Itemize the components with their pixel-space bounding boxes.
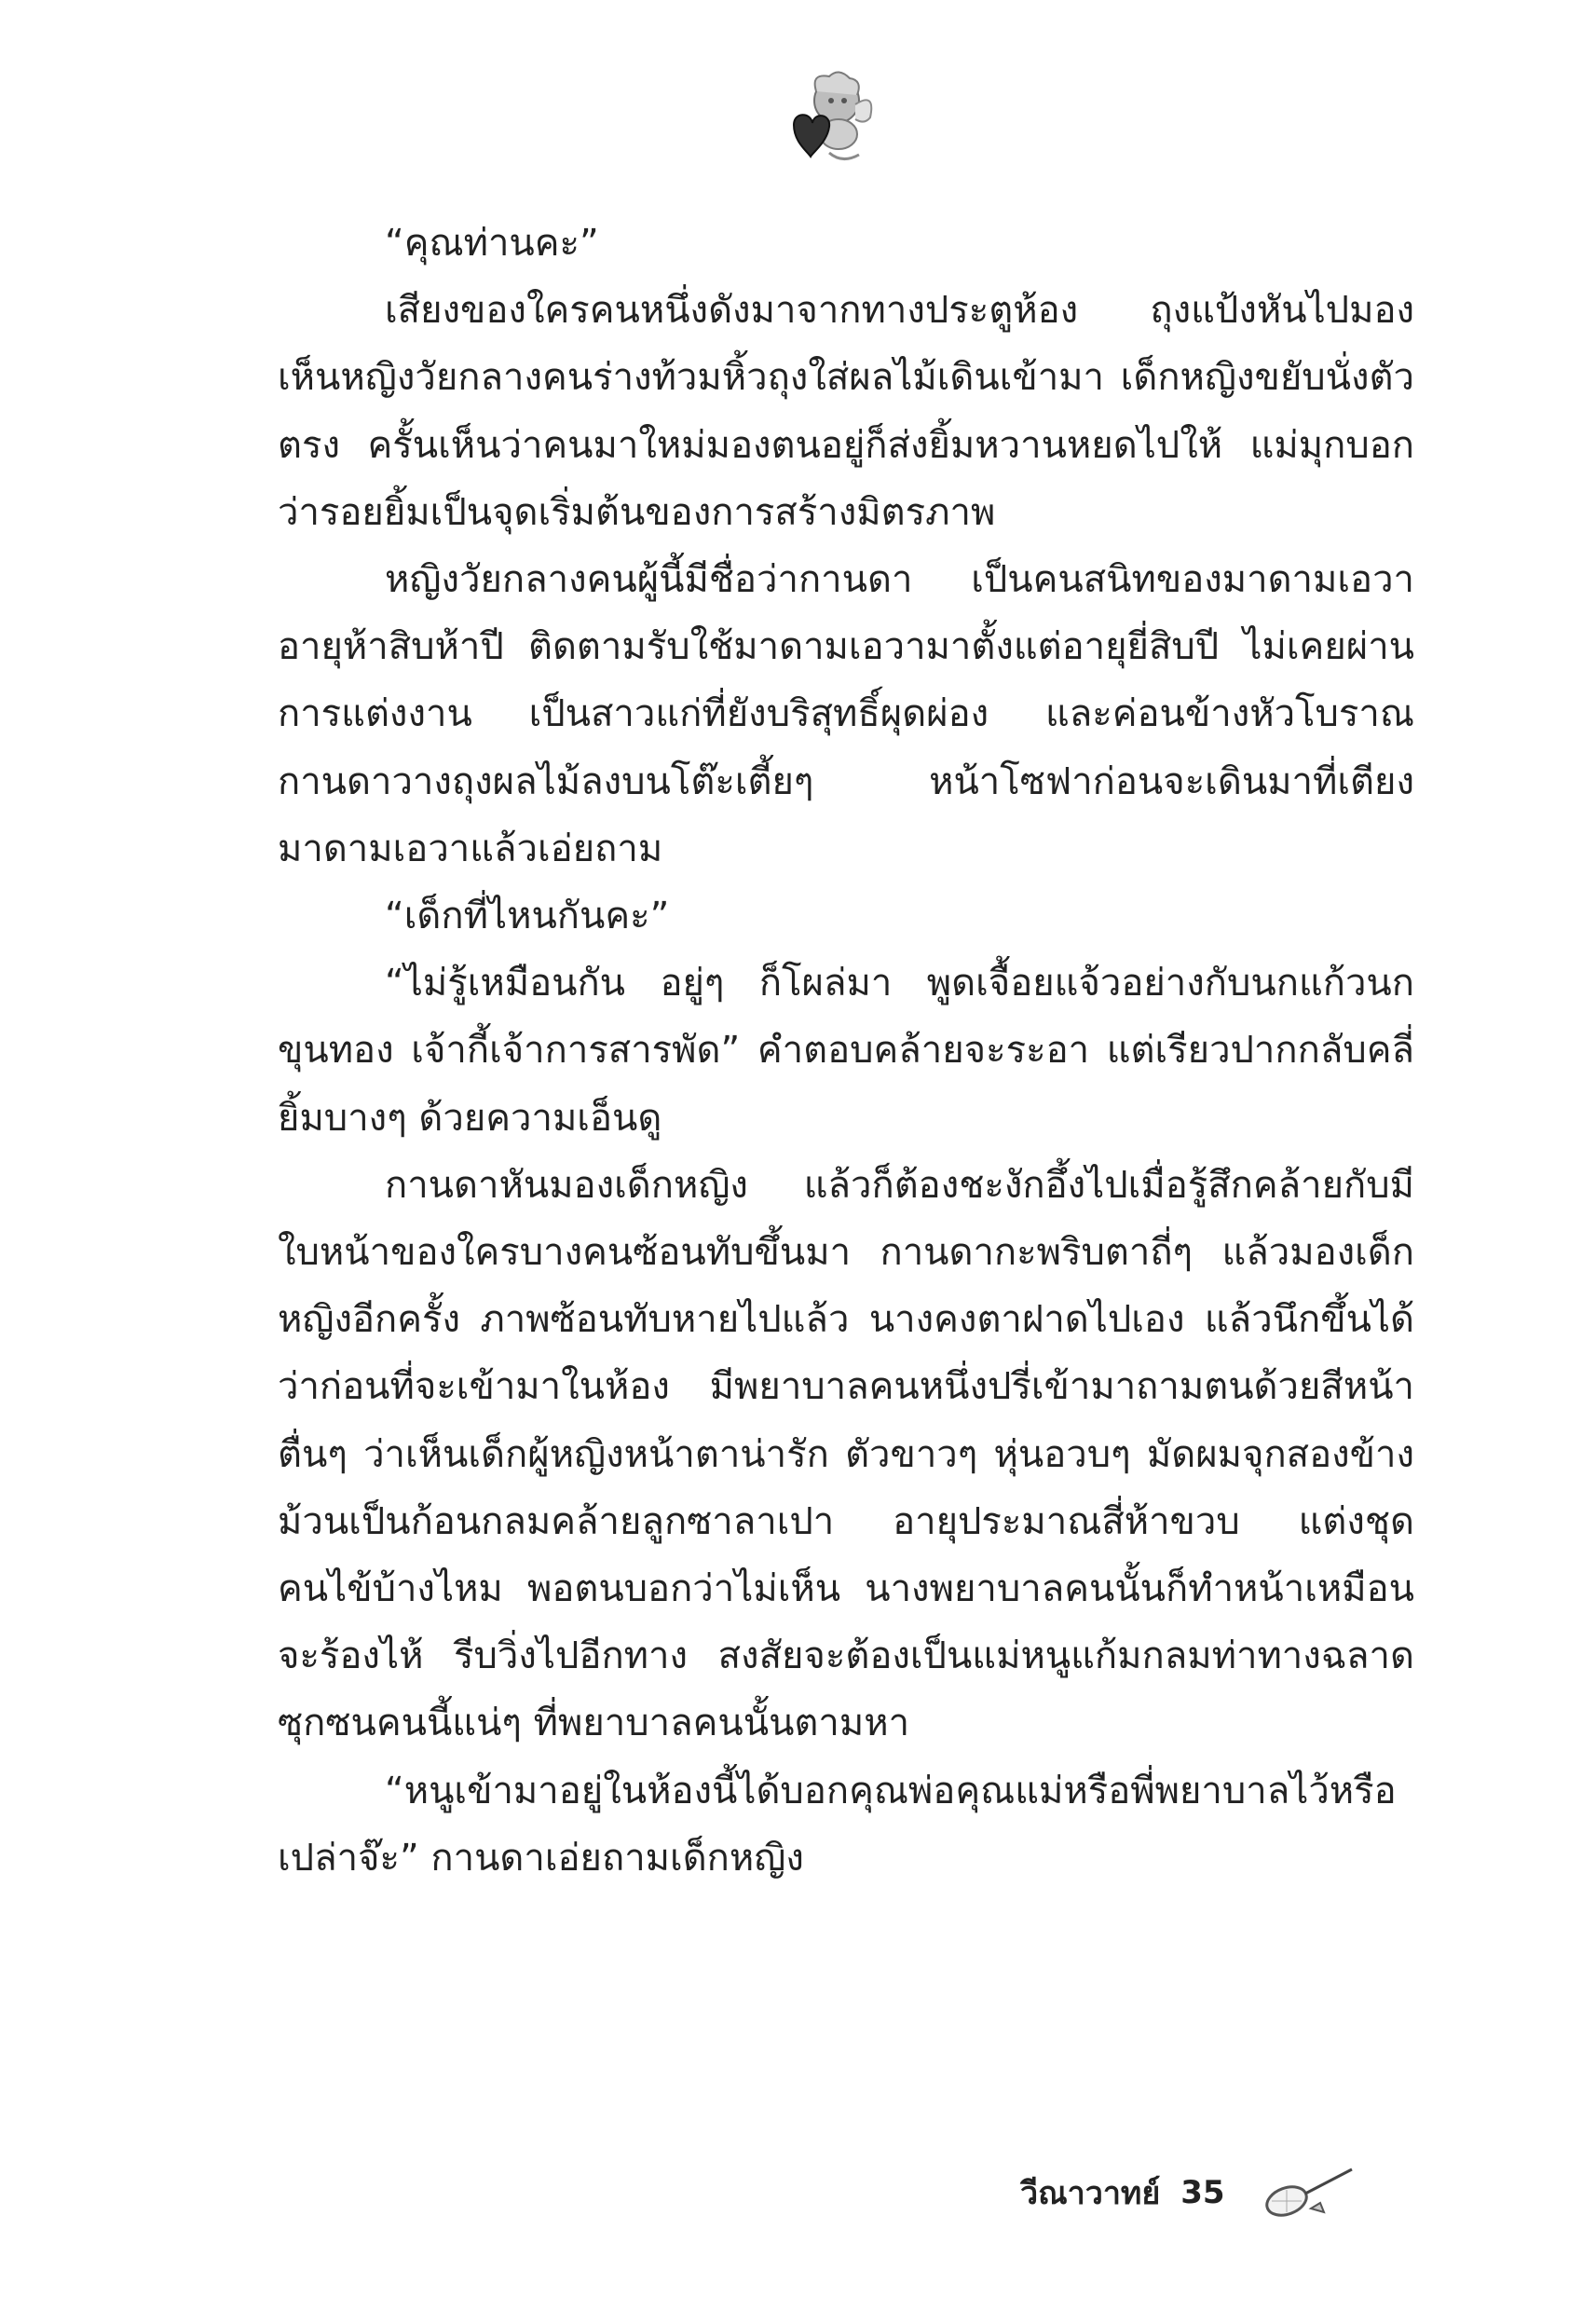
paragraph: เสียงของใครคนหนึ่งดังมาจากทางประตูห้อง ถุงแป้งหันไปมอง เห็นหญิงวัยกลางคนร่างท้วมหิ้วถุงใส่ผลไม้เดินเข้ามา เด็กหญิงขยับนั่งตัวตรง ครั้นเห็นว่าคนมาใหม่มองตนอยู่ก็ส่งยิ้มหวานหยดไปให้ แม่มุกบอกว่ารอยยิ้มเป็นจุดเริ่มต้นของการสร้างมิตรภาพ: [278, 289, 1414, 534]
paragraph: หญิงวัยกลางคนผู้นี้มีชื่อว่ากานดา เป็นคนสนิทของมาดามเอวา อายุห้าสิบห้าปี ติดตามรับใช้มาดามเอวามาตั้งแต่อายุยี่สิบปี ไม่เคยผ่านการแต่งงาน เป็นสาวแก่ที่ยังบริสุทธิ์ผุดผ่อง และค่อนข้างหัวโบราณ กานดาวางถุงผลไม้ลงบนโต๊ะเตี้ยๆ หน้าโซฟาก่อนจะเดินมาที่เตียงมาดามเอวาแล้วเอ่ยถาม: [278, 558, 1414, 870]
book-title: วีณาวาทย์: [1020, 2175, 1161, 2212]
story-text: [278, 210, 1414, 1892]
paragraph: “คุณท่านคะ”: [385, 222, 599, 265]
page-footer: [1020, 2160, 1361, 2225]
page-number: 35: [1180, 2174, 1225, 2211]
badminton-racket-icon: [1259, 2160, 1361, 2225]
cherub-heart-icon: [773, 63, 885, 175]
paragraph: “ไม่รู้เหมือนกัน อยู่ๆ ก็โผล่มา พูดเจื้อยแจ้วอย่างกับนกแก้วนกขุนทอง เจ้ากี้เจ้าการสารพัด” คำตอบคล้ายจะระอา แต่เรียวปากกลับคลี่ยิ้มบางๆ ด้วยความเอ็นดู: [278, 962, 1414, 1140]
paragraph: “หนูเข้ามาอยู่ในห้องนี้ได้บอกคุณพ่อคุณแม่หรือพี่พยาบาลไว้หรือเปล่าจ๊ะ” กานดาเอ่ยถามเด็กหญิง: [278, 1769, 1397, 1880]
paragraph: กานดาหันมองเด็กหญิง แล้วก็ต้องชะงักอึ้งไปเมื่อรู้สึกคล้ายกับมีใบหน้าของใครบางคนซ้อนทับขึ้นมา กานดากะพริบตาถี่ๆ แล้วมองเด็กหญิงอีกครั้ง ภาพซ้อนทับหายไปแล้ว นางคงตาฝาดไปเอง แล้วนึกขึ้นได้ว่าก่อนที่จะเข้ามาในห้อง มีพยาบาลคนหนึ่งปรี่เข้ามาถามตนด้วยสีหน้าตื่นๆ ว่าเห็นเด็กผู้หญิงหน้าตาน่ารัก ตัวขาวๆ หุ่นอวบๆ มัดผมจุกสองข้างม้วนเป็นก้อนกลมคล้ายลูกซาลาเปา อายุประมาณสี่ห้าขวบ แต่งชุดคนไข้บ้างไหม พอตนบอกว่าไม่เห็น นางพยาบาลคนนั้นก็ทำหน้าเหมือนจะร้องไห้ รีบวิ่งไปอีกทาง สงสัยจะต้องเป็นแม่หนูแก้มกลมท่าทางฉลาดซุกซนคนนี้แน่ๆ ที่พยาบาลคนนั้นตามหา: [278, 1163, 1414, 1745]
paragraph: “เด็กที่ไหนกันคะ”: [385, 895, 670, 938]
